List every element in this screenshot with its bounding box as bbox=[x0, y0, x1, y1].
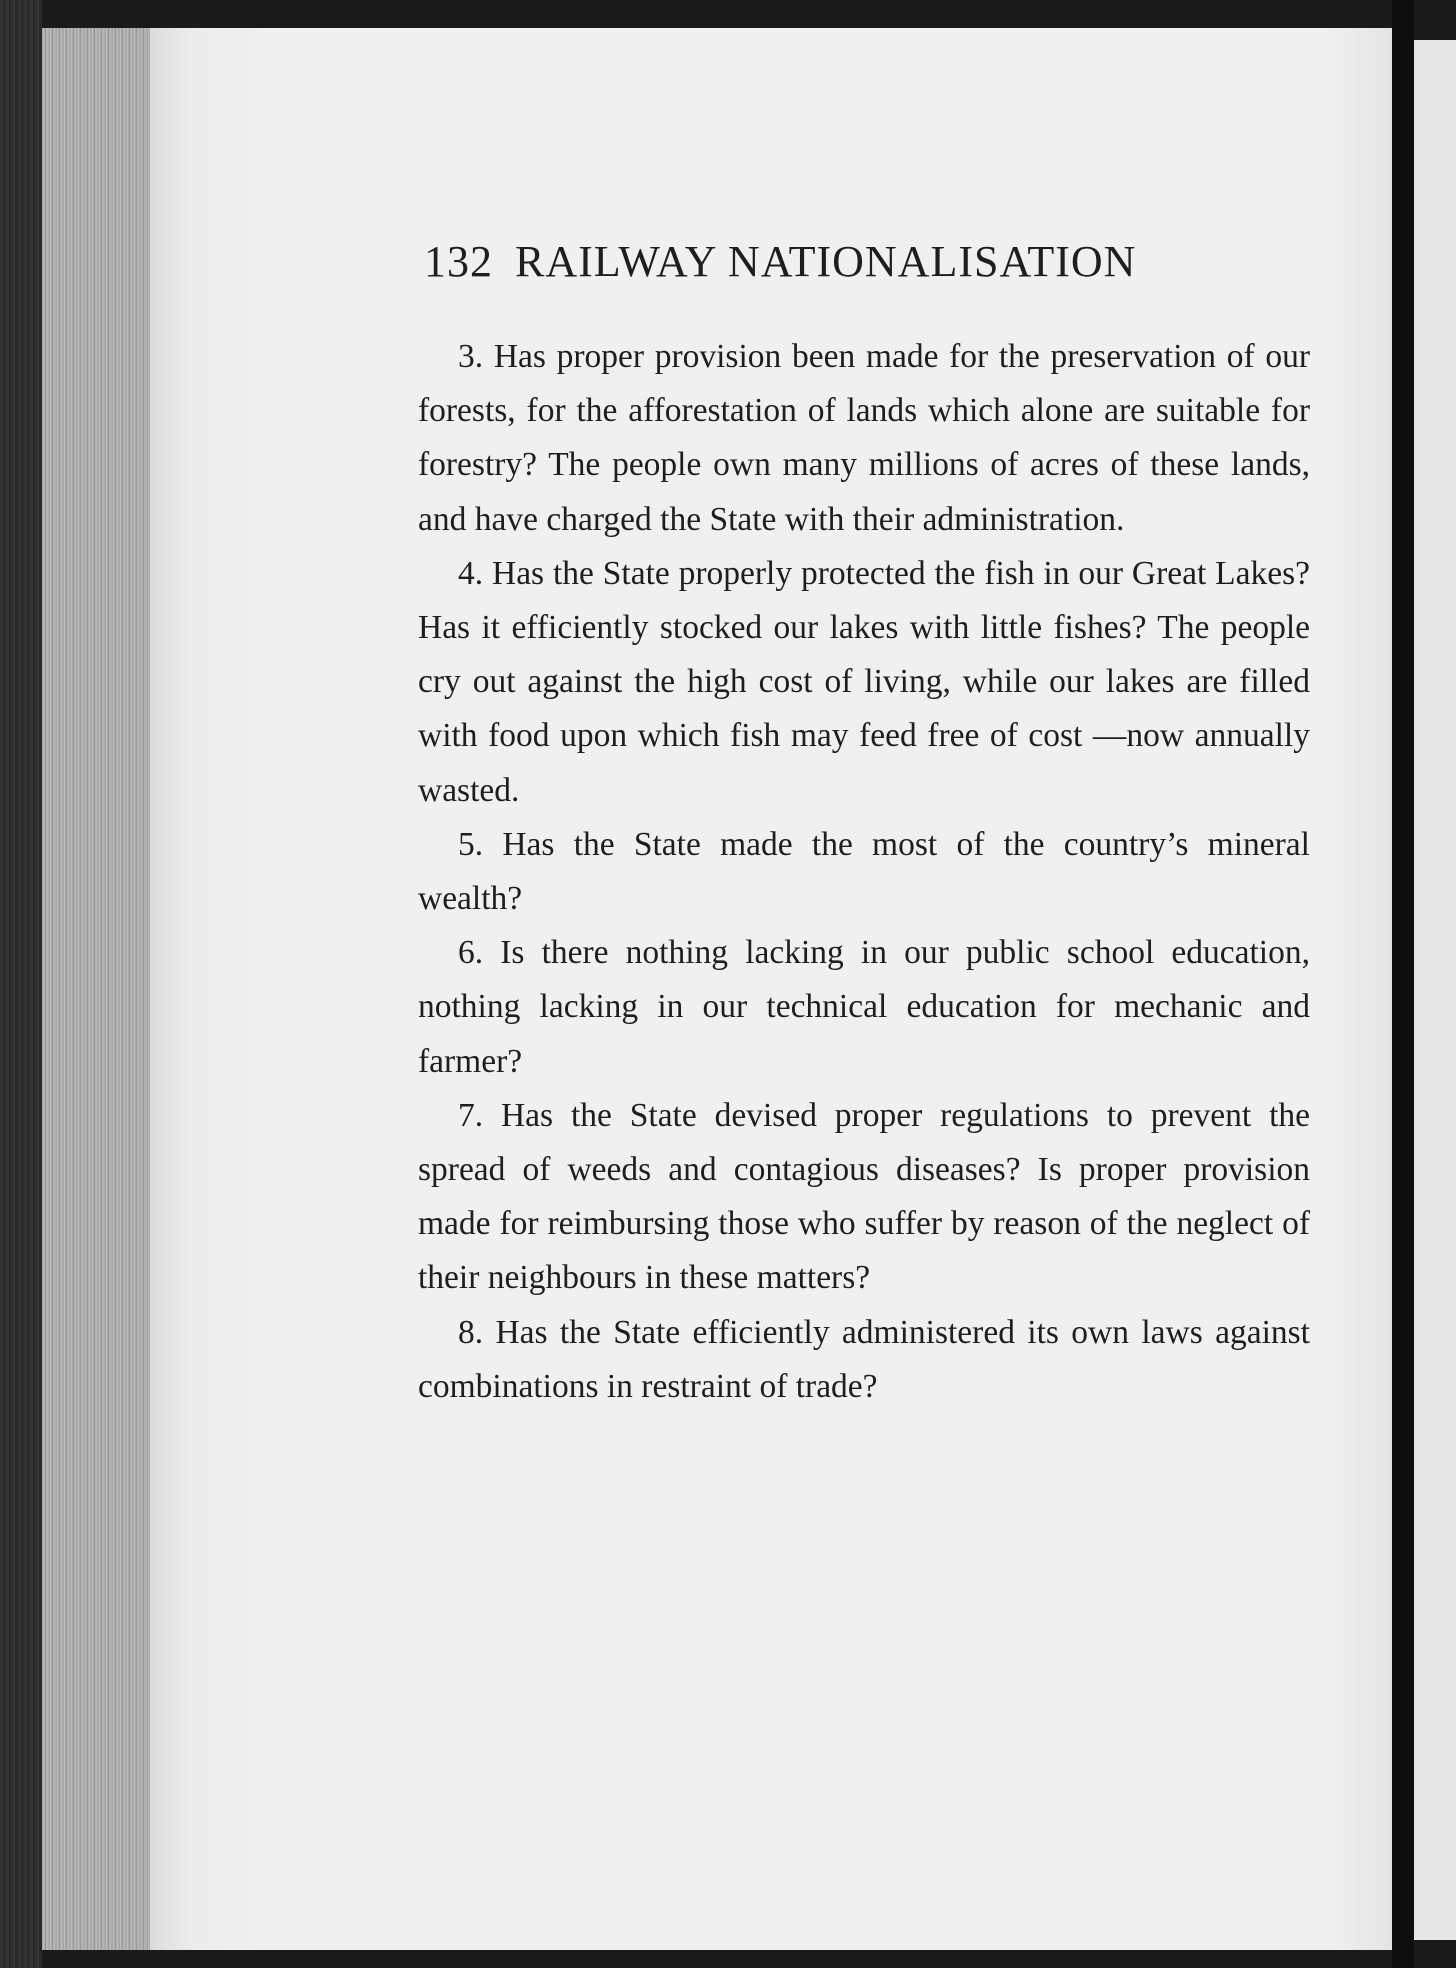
running-title: RAILWAY NATIONALISATION bbox=[515, 237, 1137, 286]
paragraph-4: 4. Has the State properly protected the fish in our Great Lakes? Has it efficiently stocked our lakes with little fishes? The people cry out against the high cost of living, while our lakes are filled with food upon which fish may feed free of cost —now annually wasted. bbox=[418, 554, 1310, 809]
book-cover-edge bbox=[0, 0, 42, 1968]
page-number: 132 bbox=[424, 237, 493, 286]
paragraph-8: 8. Has the State efficiently administered its own laws against combinations in restraint of trade? bbox=[418, 1313, 1310, 1405]
facing-page-edge bbox=[1414, 40, 1456, 1940]
paragraph-5: 5. Has the State made the most of the country’s mineral wealth? bbox=[418, 825, 1310, 918]
body-text bbox=[418, 330, 1310, 1414]
paragraph-6: 6. Is there nothing lacking in our public school education, nothing lacking in our technical education for mechanic and farmer? bbox=[418, 934, 1310, 1080]
running-header bbox=[424, 236, 1294, 287]
paragraph-7: 7. Has the State devised proper regulations to prevent the spread of weeds and contagious diseases? Is proper provision made for reimbursing those who suffer by reason of the neglect of their neighbours in these matters? bbox=[418, 1096, 1310, 1297]
page-gutter bbox=[1392, 0, 1414, 1968]
page-edges bbox=[42, 28, 152, 1950]
paragraph-3: 3. Has proper provision been made for the preservation of our forests, for the afforestation of lands which alone are suitable for forestry? The people own many millions of acres of these lands, and have charged the State with their administration. bbox=[418, 338, 1310, 538]
